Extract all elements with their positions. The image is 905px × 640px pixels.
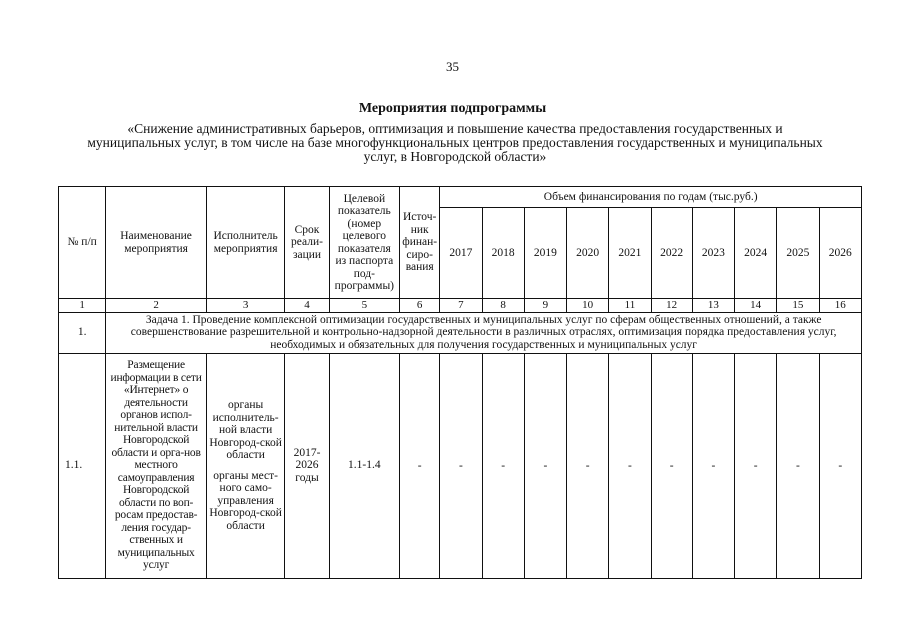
- column-number: 10: [567, 299, 609, 313]
- header-num: № п/п: [59, 187, 106, 299]
- column-number: 16: [819, 299, 861, 313]
- header-name: Наименование мероприятия: [106, 187, 207, 299]
- header-period: Срок реали-зации: [285, 187, 329, 299]
- executor-regional: органы исполнитель-ной власти Новгород-ской области: [209, 399, 282, 461]
- column-number: 8: [482, 299, 524, 313]
- header-row-1: [59, 187, 862, 208]
- header-year: 2017: [440, 208, 482, 299]
- column-number: 4: [285, 299, 329, 313]
- column-number: 12: [651, 299, 692, 313]
- item-value: -: [819, 353, 861, 578]
- page-number: 35: [446, 59, 459, 74]
- task-number: 1.: [59, 312, 106, 353]
- header-year: 2025: [777, 208, 819, 299]
- item-period: 2017-2026 годы: [285, 353, 329, 578]
- item-value: -: [735, 353, 777, 578]
- column-number-row: [59, 299, 862, 313]
- item-value: -: [609, 353, 651, 578]
- item-value: -: [482, 353, 524, 578]
- header-year: 2019: [524, 208, 566, 299]
- column-number: 5: [329, 299, 399, 313]
- item-target: 1.1-1.4: [329, 353, 399, 578]
- header-year: 2022: [651, 208, 692, 299]
- column-number: 13: [692, 299, 734, 313]
- column-number: 14: [735, 299, 777, 313]
- executor-spacer: [209, 462, 282, 470]
- item-value: -: [567, 353, 609, 578]
- item-value: -: [651, 353, 692, 578]
- header-source: Источ-ник финан-сиро-вания: [400, 187, 440, 299]
- item-value: -: [524, 353, 566, 578]
- item-name: Размещение информации в сети «Интернет» о деятельности органов испол-нительной власти Новгородской области и орга-нов местного самоуправления Новгородской области по воп-росам предостав-ления государ-ственных и муниципальных услуг: [106, 353, 207, 578]
- header-year: 2020: [567, 208, 609, 299]
- item-number: 1.1.: [59, 353, 106, 578]
- column-number: 9: [524, 299, 566, 313]
- task-description: Задача 1. Проведение комплексной оптимизации государственных и муниципальных услуг по сферам общественных отношений, а также совершенствование разрешительной и контрольно-надзорной деятельности в различных отраслях, оптимизация порядка предоставления услуг, необходимых и обязательных для получения государственных и муниципальных услуг: [106, 312, 862, 353]
- header-financing: Объем финансирования по годам (тыс.руб.): [440, 187, 862, 208]
- column-number: 2: [106, 299, 207, 313]
- header-year: 2023: [692, 208, 734, 299]
- header-target: Целевой показатель (номер целевого показателя из паспорта под-программы): [329, 187, 399, 299]
- executor-local: органы мест-ного само-управления Новгород-ской области: [209, 469, 282, 532]
- column-number: 7: [440, 299, 482, 313]
- document-title: Мероприятия подпрограммы: [358, 101, 547, 116]
- column-number: 15: [777, 299, 819, 313]
- column-number: 1: [59, 299, 106, 313]
- table-row: [59, 353, 862, 578]
- item-value: -: [692, 353, 734, 578]
- task-row: [59, 312, 862, 353]
- header-year: 2021: [609, 208, 651, 299]
- item-source: -: [400, 353, 440, 578]
- column-number: 6: [400, 299, 440, 313]
- item-executor: [206, 353, 284, 578]
- header-executor: Исполнитель мероприятия: [206, 187, 284, 299]
- item-value: -: [440, 353, 482, 578]
- item-value: -: [777, 353, 819, 578]
- header-year: 2018: [482, 208, 524, 299]
- measures-table: [58, 186, 862, 579]
- document-subtitle: «Снижение административных барьеров, оптимизация и повышение качества предоставления государственных и муниципальных услуг, в том числе на базе многофункциональных центров предоставления государственных и муниципальных услуг, в Новгородской области»: [87, 121, 823, 164]
- column-number: 11: [609, 299, 651, 313]
- header-year: 2024: [735, 208, 777, 299]
- header-year: 2026: [819, 208, 861, 299]
- column-number: 3: [206, 299, 284, 313]
